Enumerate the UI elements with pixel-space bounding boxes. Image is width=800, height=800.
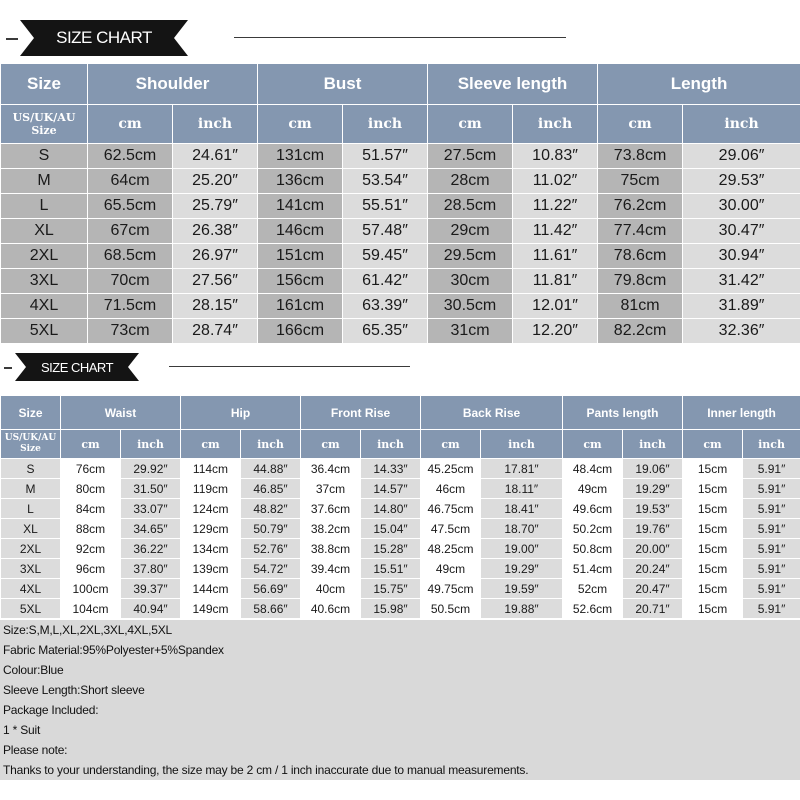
measurement-cell: 26.97″ [173, 244, 258, 269]
measurement-cell: 139cm [181, 559, 241, 579]
table-row [1, 479, 800, 499]
unit-header: inch [173, 105, 258, 144]
banner-notch-right [128, 353, 139, 381]
group-header-shoulder: Shoulder [88, 64, 258, 105]
measurement-cell: 19.76″ [623, 519, 683, 539]
measurement-cell: 5.91″ [743, 599, 800, 619]
measurement-cell: 166cm [258, 319, 343, 344]
measurement-cell: 28cm [428, 169, 513, 194]
measurement-cell: 65.35″ [343, 319, 428, 344]
size-cell: 5XL [1, 599, 61, 619]
info-package-item: 1 * Suit [3, 723, 41, 737]
measurement-cell: 88cm [61, 519, 121, 539]
measurement-cell: 36.4cm [301, 459, 361, 479]
measurement-cell: 64cm [88, 169, 173, 194]
measurement-cell: 11.81″ [513, 269, 598, 294]
measurement-cell: 51.57″ [343, 144, 428, 169]
measurement-cell: 144cm [181, 579, 241, 599]
measurement-cell: 5.91″ [743, 499, 800, 519]
measurement-cell: 5.91″ [743, 539, 800, 559]
measurement-cell: 14.80″ [361, 499, 421, 519]
measurement-cell: 55.51″ [343, 194, 428, 219]
size-cell: 4XL [1, 294, 88, 319]
measurement-cell: 5.91″ [743, 459, 800, 479]
measurement-cell: 48.4cm [563, 459, 623, 479]
measurement-cell: 71.5cm [88, 294, 173, 319]
measurement-cell: 32.36″ [683, 319, 800, 344]
info-size-list: Size:S,M,L,XL,2XL,3XL,4XL,5XL [3, 623, 172, 637]
measurement-cell: 52.76″ [241, 539, 301, 559]
measurement-cell: 56.69″ [241, 579, 301, 599]
measurement-cell: 33.07″ [121, 499, 181, 519]
size-cell: XL [1, 219, 88, 244]
table-row [1, 169, 800, 194]
measurement-cell: 20.00″ [623, 539, 683, 559]
measurement-cell: 28.15″ [173, 294, 258, 319]
info-note-text: Thanks to your understanding, the size may be 2 cm / 1 inch inaccurate due to manual measurements. [3, 763, 529, 777]
measurement-cell: 17.81″ [481, 459, 563, 479]
measurement-cell: 25.79″ [173, 194, 258, 219]
info-fabric-material: Fabric Material:95%Polyester+5%Spandex [3, 643, 224, 657]
measurement-cell: 15cm [683, 479, 743, 499]
table-row [1, 559, 800, 579]
measurement-cell: 40.94″ [121, 599, 181, 619]
measurement-cell: 5.91″ [743, 559, 800, 579]
measurement-cell: 30.47″ [683, 219, 800, 244]
measurement-cell: 104cm [61, 599, 121, 619]
banner-notch-left [20, 20, 34, 56]
measurement-cell: 129cm [181, 519, 241, 539]
measurement-cell: 46.85″ [241, 479, 301, 499]
measurement-cell: 20.24″ [623, 559, 683, 579]
table-unit-row [1, 430, 800, 459]
measurement-cell: 136cm [258, 169, 343, 194]
unit-header: cm [181, 430, 241, 459]
banner-dash [6, 38, 18, 40]
measurement-cell: 27.56″ [173, 269, 258, 294]
measurement-cell: 131cm [258, 144, 343, 169]
measurement-cell: 19.53″ [623, 499, 683, 519]
size-cell: M [1, 479, 61, 499]
measurement-cell: 151cm [258, 244, 343, 269]
size-chart-banner-top [0, 0, 800, 60]
measurement-cell: 46.75cm [421, 499, 481, 519]
measurement-cell: 141cm [258, 194, 343, 219]
measurement-cell: 44.88″ [241, 459, 301, 479]
table-row [1, 599, 800, 619]
measurement-cell: 49.6cm [563, 499, 623, 519]
measurement-cell: 19.88″ [481, 599, 563, 619]
measurement-cell: 65.5cm [88, 194, 173, 219]
measurement-cell: 31cm [428, 319, 513, 344]
measurement-cell: 75cm [598, 169, 683, 194]
measurement-cell: 73.8cm [598, 144, 683, 169]
measurement-cell: 40cm [301, 579, 361, 599]
measurement-cell: 29cm [428, 219, 513, 244]
measurement-cell: 19.29″ [481, 559, 563, 579]
pants-size-table [0, 395, 800, 619]
measurement-cell: 61.42″ [343, 269, 428, 294]
measurement-cell: 40.6cm [301, 599, 361, 619]
table-row [1, 579, 800, 599]
unit-header: inch [743, 430, 800, 459]
measurement-cell: 38.8cm [301, 539, 361, 559]
measurement-cell: 52cm [563, 579, 623, 599]
measurement-cell: 15cm [683, 519, 743, 539]
measurement-cell: 38.2cm [301, 519, 361, 539]
measurement-cell: 30cm [428, 269, 513, 294]
unit-header: cm [421, 430, 481, 459]
banner-label: SIZE CHART [26, 353, 128, 381]
measurement-cell: 30.5cm [428, 294, 513, 319]
measurement-cell: 124cm [181, 499, 241, 519]
unit-header: inch [623, 430, 683, 459]
group-header-hip: Hip [181, 396, 301, 430]
measurement-cell: 100cm [61, 579, 121, 599]
measurement-cell: 119cm [181, 479, 241, 499]
measurement-cell: 19.29″ [623, 479, 683, 499]
size-subheader: US/UK/AU Size [1, 105, 88, 144]
measurement-cell: 52.6cm [563, 599, 623, 619]
info-sleeve-length: Sleeve Length:Short sleeve [3, 683, 145, 697]
measurement-cell: 27.5cm [428, 144, 513, 169]
unit-header: inch [513, 105, 598, 144]
measurement-cell: 15.51″ [361, 559, 421, 579]
measurement-cell: 5.91″ [743, 479, 800, 499]
measurement-cell: 15.75″ [361, 579, 421, 599]
measurement-cell: 26.38″ [173, 219, 258, 244]
top-size-table [0, 63, 800, 344]
measurement-cell: 50.8cm [563, 539, 623, 559]
measurement-cell: 84cm [61, 499, 121, 519]
size-subheader: US/UK/AU Size [1, 430, 61, 459]
measurement-cell: 73cm [88, 319, 173, 344]
group-header-inner-length: Inner length [683, 396, 800, 430]
measurement-cell: 12.01″ [513, 294, 598, 319]
size-cell: M [1, 169, 88, 194]
size-cell: S [1, 459, 61, 479]
table-row [1, 539, 800, 559]
measurement-cell: 49cm [563, 479, 623, 499]
group-header-front-rise: Front Rise [301, 396, 421, 430]
measurement-cell: 81cm [598, 294, 683, 319]
measurement-cell: 19.06″ [623, 459, 683, 479]
table-row [1, 244, 800, 269]
info-note-label: Please note: [3, 743, 68, 757]
measurement-cell: 50.5cm [421, 599, 481, 619]
banner-rule [234, 37, 566, 38]
unit-header: inch [343, 105, 428, 144]
size-cell: L [1, 499, 61, 519]
banner-dash [4, 367, 12, 369]
measurement-cell: 31.89″ [683, 294, 800, 319]
measurement-cell: 29.92″ [121, 459, 181, 479]
measurement-cell: 37.6cm [301, 499, 361, 519]
measurement-cell: 15.28″ [361, 539, 421, 559]
banner-notch-left [15, 353, 26, 381]
measurement-cell: 76cm [61, 459, 121, 479]
measurement-cell: 15.04″ [361, 519, 421, 539]
info-package-label: Package Included: [3, 703, 99, 717]
measurement-cell: 92cm [61, 539, 121, 559]
measurement-cell: 25.20″ [173, 169, 258, 194]
measurement-cell: 49cm [421, 559, 481, 579]
measurement-cell: 11.61″ [513, 244, 598, 269]
table-row [1, 194, 800, 219]
measurement-cell: 18.11″ [481, 479, 563, 499]
measurement-cell: 15cm [683, 559, 743, 579]
size-cell: 2XL [1, 244, 88, 269]
measurement-cell: 37.80″ [121, 559, 181, 579]
measurement-cell: 29.53″ [683, 169, 800, 194]
measurement-cell: 78.6cm [598, 244, 683, 269]
measurement-cell: 20.71″ [623, 599, 683, 619]
measurement-cell: 11.02″ [513, 169, 598, 194]
unit-header: inch [241, 430, 301, 459]
measurement-cell: 54.72″ [241, 559, 301, 579]
measurement-cell: 28.5cm [428, 194, 513, 219]
banner-notch-right [174, 20, 188, 56]
table-row [1, 294, 800, 319]
table-row [1, 144, 800, 169]
measurement-cell: 5.91″ [743, 579, 800, 599]
measurement-cell: 161cm [258, 294, 343, 319]
measurement-cell: 46cm [421, 479, 481, 499]
measurement-cell: 15.98″ [361, 599, 421, 619]
measurement-cell: 29.06″ [683, 144, 800, 169]
measurement-cell: 29.5cm [428, 244, 513, 269]
size-column-header: Size [1, 64, 88, 105]
product-info [0, 620, 800, 780]
measurement-cell: 31.50″ [121, 479, 181, 499]
measurement-cell: 30.94″ [683, 244, 800, 269]
table-row [1, 499, 800, 519]
measurement-cell: 48.25cm [421, 539, 481, 559]
measurement-cell: 39.37″ [121, 579, 181, 599]
table-header-row [1, 396, 800, 430]
measurement-cell: 14.33″ [361, 459, 421, 479]
unit-header: cm [428, 105, 513, 144]
measurement-cell: 11.42″ [513, 219, 598, 244]
group-header-sleeve-length: Sleeve length [428, 64, 598, 105]
measurement-cell: 48.82″ [241, 499, 301, 519]
measurement-cell: 36.22″ [121, 539, 181, 559]
measurement-cell: 15cm [683, 459, 743, 479]
table-row [1, 219, 800, 244]
measurement-cell: 11.22″ [513, 194, 598, 219]
measurement-cell: 58.66″ [241, 599, 301, 619]
measurement-cell: 68.5cm [88, 244, 173, 269]
size-cell: 3XL [1, 559, 61, 579]
measurement-cell: 114cm [181, 459, 241, 479]
measurement-cell: 51.4cm [563, 559, 623, 579]
group-header-pants-length: Pants length [563, 396, 683, 430]
measurement-cell: 15cm [683, 499, 743, 519]
measurement-cell: 47.5cm [421, 519, 481, 539]
measurement-cell: 156cm [258, 269, 343, 294]
measurement-cell: 10.83″ [513, 144, 598, 169]
size-cell: 5XL [1, 319, 88, 344]
size-column-header: Size [1, 396, 61, 430]
measurement-cell: 20.47″ [623, 579, 683, 599]
measurement-cell: 30.00″ [683, 194, 800, 219]
measurement-cell: 19.59″ [481, 579, 563, 599]
table-row [1, 269, 800, 294]
group-header-bust: Bust [258, 64, 428, 105]
group-header-back-rise: Back Rise [421, 396, 563, 430]
unit-header: cm [258, 105, 343, 144]
measurement-cell: 28.74″ [173, 319, 258, 344]
banner-rule [169, 366, 410, 367]
measurement-cell: 82.2cm [598, 319, 683, 344]
table-row [1, 519, 800, 539]
unit-header: cm [683, 430, 743, 459]
measurement-cell: 67cm [88, 219, 173, 244]
size-cell: 3XL [1, 269, 88, 294]
measurement-cell: 63.39″ [343, 294, 428, 319]
size-cell: L [1, 194, 88, 219]
measurement-cell: 5.91″ [743, 519, 800, 539]
banner-label: SIZE CHART [34, 20, 174, 56]
measurement-cell: 12.20″ [513, 319, 598, 344]
measurement-cell: 50.2cm [563, 519, 623, 539]
unit-header: cm [563, 430, 623, 459]
measurement-cell: 37cm [301, 479, 361, 499]
measurement-cell: 15cm [683, 579, 743, 599]
size-cell: 4XL [1, 579, 61, 599]
info-colour: Colour:Blue [3, 663, 64, 677]
measurement-cell: 80cm [61, 479, 121, 499]
unit-header: cm [598, 105, 683, 144]
measurement-cell: 49.75cm [421, 579, 481, 599]
measurement-cell: 39.4cm [301, 559, 361, 579]
unit-header: inch [683, 105, 800, 144]
measurement-cell: 146cm [258, 219, 343, 244]
measurement-cell: 15cm [683, 599, 743, 619]
measurement-cell: 53.54″ [343, 169, 428, 194]
group-header-length: Length [598, 64, 800, 105]
measurement-cell: 14.57″ [361, 479, 421, 499]
measurement-cell: 18.70″ [481, 519, 563, 539]
measurement-cell: 62.5cm [88, 144, 173, 169]
measurement-cell: 149cm [181, 599, 241, 619]
table-row [1, 459, 800, 479]
measurement-cell: 57.48″ [343, 219, 428, 244]
table-row [1, 319, 800, 344]
measurement-cell: 50.79″ [241, 519, 301, 539]
size-cell: XL [1, 519, 61, 539]
unit-header: inch [481, 430, 563, 459]
size-cell: 2XL [1, 539, 61, 559]
unit-header: inch [121, 430, 181, 459]
measurement-cell: 15cm [683, 539, 743, 559]
table-unit-row [1, 105, 800, 144]
measurement-cell: 77.4cm [598, 219, 683, 244]
measurement-cell: 31.42″ [683, 269, 800, 294]
measurement-cell: 24.61″ [173, 144, 258, 169]
measurement-cell: 45.25cm [421, 459, 481, 479]
unit-header: inch [361, 430, 421, 459]
measurement-cell: 59.45″ [343, 244, 428, 269]
measurement-cell: 34.65″ [121, 519, 181, 539]
measurement-cell: 79.8cm [598, 269, 683, 294]
measurement-cell: 70cm [88, 269, 173, 294]
group-header-waist: Waist [61, 396, 181, 430]
size-cell: S [1, 144, 88, 169]
measurement-cell: 134cm [181, 539, 241, 559]
measurement-cell: 19.00″ [481, 539, 563, 559]
measurement-cell: 18.41″ [481, 499, 563, 519]
unit-header: cm [61, 430, 121, 459]
table-header-row [1, 64, 800, 105]
measurement-cell: 96cm [61, 559, 121, 579]
size-chart-banner-bottom [0, 345, 800, 390]
unit-header: cm [301, 430, 361, 459]
unit-header: cm [88, 105, 173, 144]
measurement-cell: 76.2cm [598, 194, 683, 219]
